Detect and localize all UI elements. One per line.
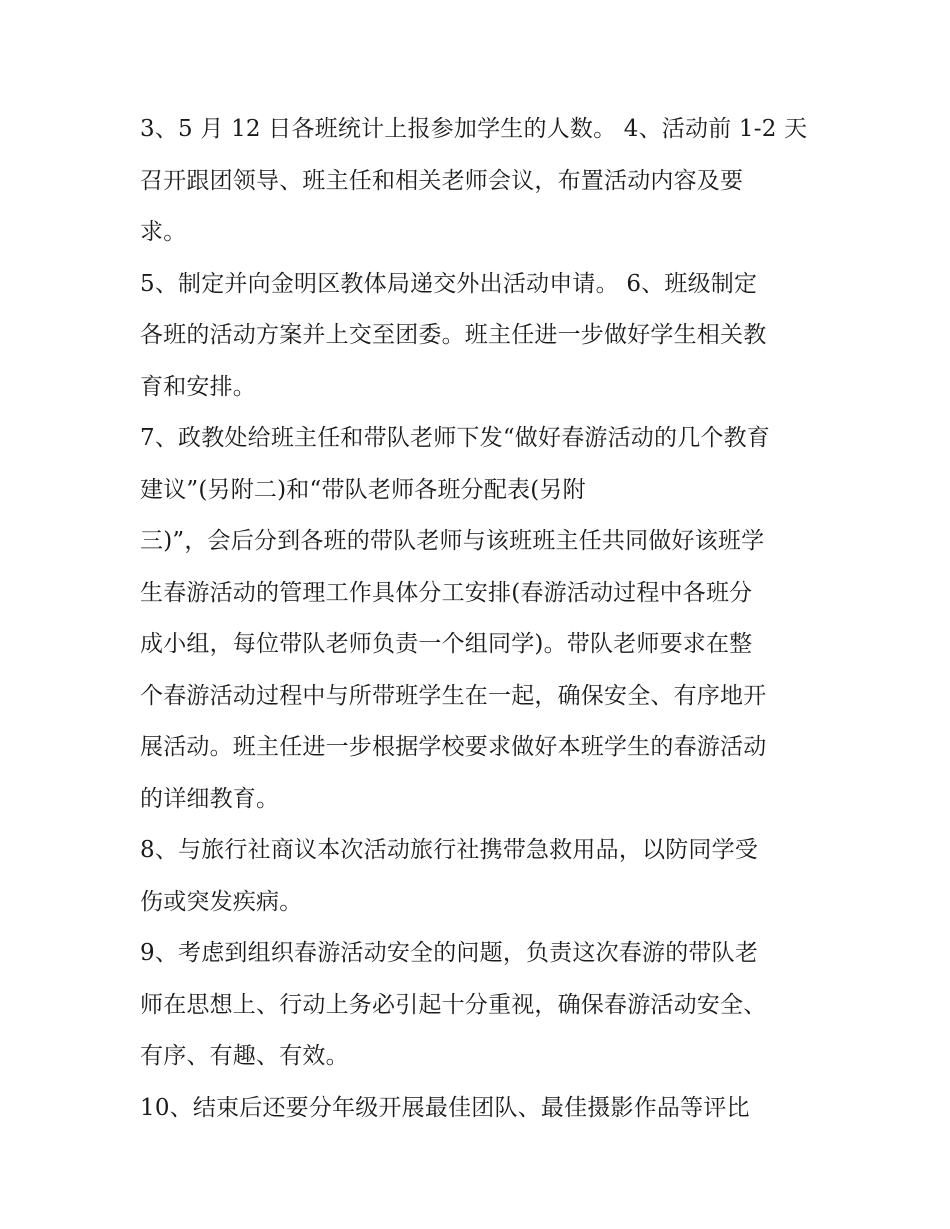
text-line: 伤或突发疾病。 xyxy=(140,888,303,915)
text-line: 10、结束后还要分年级开展最佳团队、最佳摄影作品等评比 xyxy=(140,1094,750,1121)
text-line: 7、政教处给班主任和带队老师下发“做好春游活动的几个教育 xyxy=(140,425,770,451)
text-line: 5、制定并向金明区教体局递交外出活动申请。 6、班级制定 xyxy=(140,270,758,297)
text-line: 生春游活动的管理工作具体分工安排(春游活动过程中各班分 xyxy=(140,579,753,606)
document-body xyxy=(140,104,820,1134)
text-line: 育和安排。 xyxy=(140,373,256,400)
text-line: 展活动。班主任进一步根据学校要求做好本班学生的春游活动 xyxy=(140,734,767,760)
text-line: 三)”，会后分到各班的带队老师与该班班主任共同做好该班学 xyxy=(140,528,765,554)
text-line: 建议”(另附二)和“带队老师各班分配表(另附 xyxy=(140,476,586,503)
text-line: 8、与旅行社商议本次活动旅行社携带急救用品，以防同学受 xyxy=(140,837,759,863)
text-line: 有序、有趣、有效。 xyxy=(140,1043,349,1069)
text-line: 个春游活动过程中与所带班学生在一起，确保安全、有序地开 xyxy=(140,682,767,709)
text-line: 成小组，每位带队老师负责一个组同学)。带队老师要求在整 xyxy=(140,631,753,657)
text-line: 求。 xyxy=(140,219,187,245)
text-line: 召开跟团领导、班主任和相关老师会议，布置活动内容及要 xyxy=(140,167,744,194)
text-line: 师在思想上、行动上务必引起十分重视，确保春游活动安全、 xyxy=(140,991,767,1018)
text-line: 3、5 月 12 日各班统计上报参加学生的人数。 4、活动前 1-2 天 xyxy=(140,116,808,142)
text-line: 的详细教育。 xyxy=(140,785,280,812)
text-line: 各班的活动方案并上交至团委。班主任进一步做好学生相关教 xyxy=(140,322,767,348)
text-line: 9、考虑到组织春游活动安全的问题，负责这次春游的带队老 xyxy=(140,940,759,966)
